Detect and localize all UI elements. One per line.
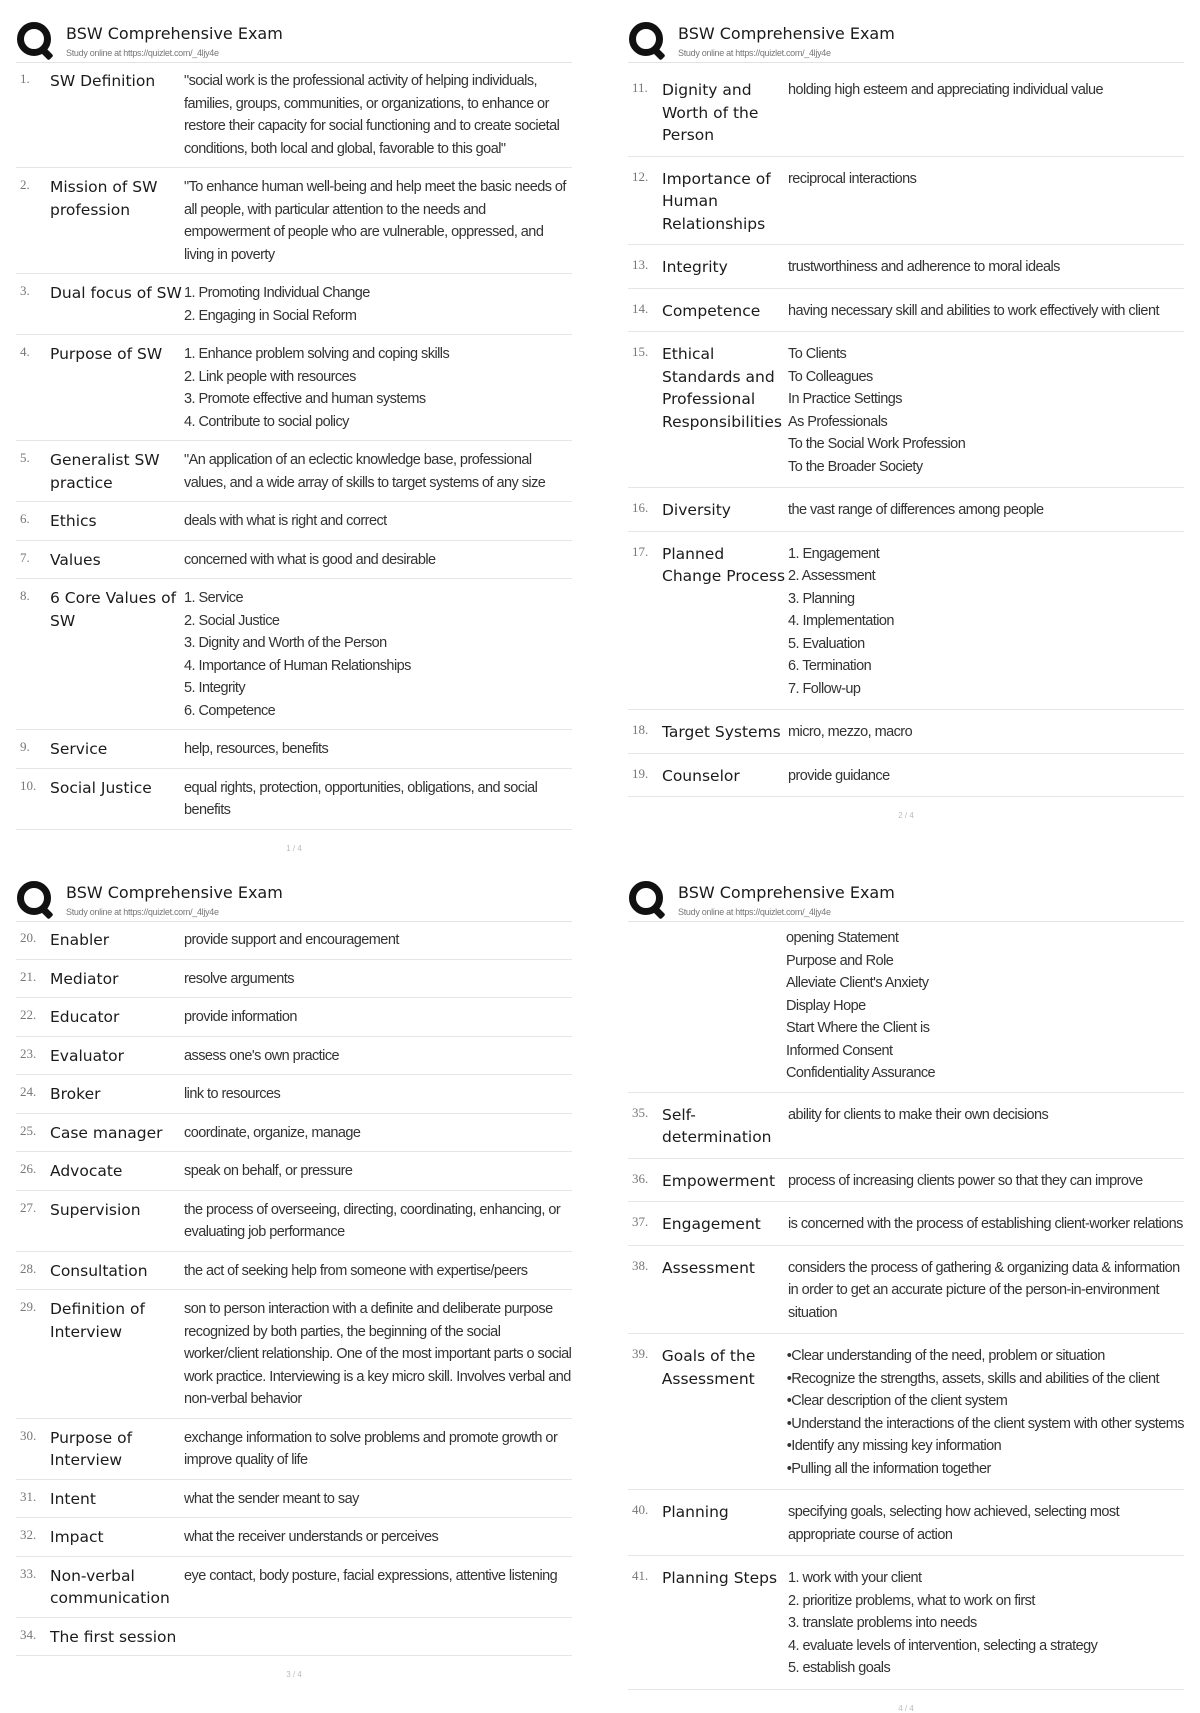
definition-text: what the sender meant to say — [184, 1490, 359, 1507]
quizlet-logo-icon — [17, 22, 51, 56]
header-divider — [628, 921, 1184, 922]
page-title: BSW Comprehensive Exam — [678, 883, 895, 902]
flashcard-row — [16, 921, 572, 960]
card-number: 30. — [20, 1427, 37, 1443]
card-number: 33. — [20, 1565, 37, 1581]
definition-line: •Identify any missing key information — [786, 1438, 1002, 1454]
definition-line: 3. Dignity and Worth of the Person — [184, 635, 387, 651]
definition-line: 1. work with your client — [788, 1570, 922, 1586]
flashcard-row — [16, 1290, 572, 1419]
flashcard-row — [628, 1159, 1184, 1203]
card-term: Impact — [50, 1528, 104, 1546]
flashcard-row — [628, 157, 1184, 246]
card-number: 6. — [20, 511, 30, 526]
card-definition — [787, 1343, 1184, 1480]
page-header — [628, 877, 1184, 921]
card-definition — [184, 1158, 572, 1183]
card-term: Advocate — [50, 1162, 123, 1180]
card-term: SW Definition — [50, 72, 156, 90]
card-term: Enabler — [50, 931, 110, 949]
card-list — [16, 62, 572, 830]
card-number: 2. — [20, 177, 30, 192]
card-number: 13. — [632, 257, 649, 272]
card-term: Planning — [662, 1503, 729, 1521]
flashcard-row — [16, 1191, 572, 1252]
definition-text: exchange information to solve problems and promote growth or improve quality of life — [184, 1429, 558, 1468]
card-term: Generalist SW practice — [50, 451, 160, 492]
card-definition — [788, 497, 1184, 522]
card-definition — [184, 174, 572, 266]
card-number: 27. — [20, 1199, 37, 1215]
definition-line: 2. Engaging in Social Reform — [184, 307, 357, 324]
card-number: 17. — [632, 543, 649, 559]
definition-line: •Pulling all the information together — [786, 1460, 991, 1477]
page-number: 4 / 4 — [898, 1703, 914, 1713]
card-definition — [788, 1168, 1184, 1193]
card-definition — [788, 166, 1184, 236]
card-term: Mediator — [50, 969, 119, 988]
card-number: 31. — [20, 1488, 37, 1504]
card-term: Mission of SW profession — [50, 178, 158, 219]
quizlet-logo-icon — [629, 881, 663, 915]
card-number: 26. — [20, 1161, 37, 1176]
definition-text: what the receiver understands or perceives — [184, 1529, 439, 1545]
flashcard-row — [628, 68, 1184, 157]
flashcard-row — [16, 274, 572, 335]
card-number: 12. — [632, 168, 649, 184]
card-number: 28. — [20, 1260, 37, 1276]
card-term: Engagement — [662, 1215, 761, 1233]
definition-text: is concerned with the process of establishing client-worker relations — [788, 1216, 1183, 1232]
card-number: 10. — [20, 777, 37, 793]
flashcard-row — [16, 1252, 572, 1291]
definition-text: speak on behalf, or pressure — [184, 1163, 353, 1179]
definition-line: •Recognize the strengths, assets, skills and abilities of the client — [786, 1370, 1160, 1387]
header-divider — [16, 62, 572, 63]
page-header — [628, 18, 1184, 62]
card-definition — [184, 966, 572, 991]
card-term: Supervision — [50, 1200, 141, 1219]
definition-line: 6. Termination — [788, 658, 872, 674]
page-number: 1 / 4 — [286, 843, 302, 853]
page-subtitle: Study online at https://quizlet.com/_4ljy4e — [678, 907, 831, 917]
definition-line: As Professionals — [788, 413, 888, 430]
card-definition — [184, 775, 572, 822]
definition-text: "social work is the professional activity of helping individuals, families, groups, communities, or organizations, to enhance or restore their capacity for social functioning and to create societal conditions, both local and global, favorable to this goal" — [184, 73, 560, 157]
header-divider — [628, 62, 1184, 63]
card-definition — [184, 508, 572, 533]
definition-line: 2. Link people with resources — [184, 368, 356, 385]
card-number: 25. — [20, 1122, 37, 1138]
definition-line: 4. Implementation — [788, 613, 894, 629]
card-definition — [184, 1563, 572, 1610]
flashcard-page-1 — [16, 18, 572, 853]
definition-line: 5. Evaluation — [788, 635, 865, 652]
flashcard-row — [16, 998, 572, 1037]
flashcard-row — [16, 1419, 572, 1480]
flashcard-page-4 — [628, 877, 1184, 1713]
card-list — [16, 921, 572, 1656]
definition-line: 1. Service — [184, 590, 243, 606]
definition-text: the act of seeking help from someone with expertise/peers — [184, 1262, 528, 1279]
card-term: Purpose of SW — [50, 345, 163, 363]
definition-line: 5. establish goals — [788, 1660, 891, 1676]
flashcard-row — [628, 1490, 1184, 1556]
card-term: Purpose of Interview — [50, 1428, 133, 1469]
card-definition — [788, 1211, 1184, 1236]
definition-line: To Colleagues — [788, 368, 873, 385]
definition-text: considers the process of gathering & organizing data & information in order to get an accurate picture of the person-in-environment situation — [788, 1259, 1180, 1321]
flashcard-row — [628, 1093, 1184, 1159]
card-term: Importance of Human Relationships — [662, 169, 771, 233]
definition-text: eye contact, body posture, facial expressions, attentive listening — [184, 1567, 558, 1584]
flashcard-row — [16, 730, 572, 769]
definition-text: the process of overseeing, directing, coordinating, enhancing, or evaluating job performance — [184, 1201, 561, 1240]
flashcard-row — [628, 532, 1184, 711]
card-number: 1. — [20, 71, 30, 86]
card-term: Diversity — [662, 501, 731, 519]
flashcard-row — [628, 488, 1184, 532]
definition-line: Purpose and Role — [786, 952, 894, 969]
flashcard-row — [628, 245, 1184, 289]
definition-text: "To enhance human well-being and help meet the basic needs of all people, with particular attention to the needs and empowerment of people who are vulnerable, oppressed, and living in poverty — [184, 179, 566, 263]
card-continuation — [628, 921, 1184, 1093]
definition-line: 1. Enhance problem solving and coping skills — [184, 346, 450, 362]
card-number: 40. — [632, 1502, 649, 1517]
definition-line: Display Hope — [786, 997, 866, 1014]
card-number: 41. — [632, 1568, 649, 1583]
page-title: BSW Comprehensive Exam — [66, 883, 283, 902]
definition-text: equal rights, protection, opportunities, obligations, and social benefits — [184, 779, 538, 818]
header-divider — [16, 921, 572, 922]
card-number: 20. — [20, 930, 37, 945]
card-term: Ethics — [50, 512, 97, 530]
definition-text: reciprocal interactions — [788, 170, 917, 187]
card-number: 35. — [632, 1104, 649, 1120]
page-subtitle: Study online at https://quizlet.com/_4ljy4e — [66, 48, 219, 58]
definition-text: coordinate, organize, manage — [184, 1124, 361, 1141]
card-definition — [184, 447, 572, 494]
card-definition — [184, 1043, 572, 1068]
definition-line: 1. Engagement — [788, 545, 880, 562]
card-number: 21. — [20, 968, 37, 984]
card-number: 29. — [20, 1299, 37, 1314]
definition-line: 3. Promote effective and human systems — [184, 391, 426, 407]
definition-line: Alleviate Client's Anxiety — [786, 975, 929, 991]
card-number: 5. — [20, 450, 30, 465]
flashcard-page-2 — [628, 18, 1184, 820]
card-definition — [788, 763, 1184, 788]
page-number: 2 / 4 — [898, 811, 914, 820]
card-definition — [184, 1624, 572, 1649]
card-number: 9. — [20, 739, 30, 754]
definition-line: •Clear description of the client system — [786, 1393, 1008, 1409]
definition-line: 2. Social Justice — [184, 612, 280, 629]
definition-text: ability for clients to make their own decisions — [788, 1106, 1049, 1123]
card-number: 14. — [632, 300, 649, 316]
card-definition — [788, 1102, 1184, 1149]
card-term: Service — [50, 740, 108, 758]
card-number: 34. — [20, 1626, 37, 1642]
definition-line: 4. Contribute to social policy — [184, 413, 349, 430]
definition-line: 3. Planning — [788, 590, 855, 607]
flashcard-row — [16, 62, 572, 168]
page-subtitle: Study online at https://quizlet.com/_4ljy4e — [678, 48, 831, 58]
card-number: 4. — [20, 344, 30, 359]
card-term: Evaluator — [50, 1046, 125, 1065]
card-number: 19. — [632, 765, 649, 781]
card-definition — [184, 1486, 572, 1511]
card-term: Planning Steps — [662, 1569, 778, 1587]
card-number: 8. — [20, 588, 30, 603]
card-term: Consultation — [50, 1261, 148, 1280]
flashcard-row — [628, 1246, 1184, 1335]
definition-line: •Understand the interactions of the client system with other systems — [786, 1415, 1184, 1432]
definition-line: 6. Competence — [184, 702, 276, 719]
definition-text: provide information — [184, 1009, 297, 1025]
flashcard-row — [16, 168, 572, 274]
flashcard-page-3 — [16, 877, 572, 1679]
card-term: Planned Change Process — [662, 544, 786, 585]
definition-text: having necessary skill and abilities to work effectively with client — [788, 302, 1159, 319]
card-definition — [788, 254, 1184, 279]
page-title: BSW Comprehensive Exam — [66, 24, 283, 43]
definition-line: Confidentiality Assurance — [786, 1065, 936, 1081]
flashcard-row — [16, 335, 572, 441]
card-list — [628, 68, 1184, 797]
card-term: Empowerment — [662, 1171, 776, 1190]
card-definition — [184, 1425, 572, 1472]
flashcard-row — [628, 332, 1184, 488]
page-subtitle: Study online at https://quizlet.com/_4ljy4e — [66, 907, 219, 917]
card-definition — [184, 585, 572, 722]
card-number: 16. — [632, 500, 649, 515]
definition-text: trustworthiness and adherence to moral ideals — [788, 259, 1060, 275]
card-number: 7. — [20, 549, 30, 565]
card-definition — [788, 341, 1184, 478]
definition-line: 1. Promoting Individual Change — [184, 285, 370, 301]
definition-line: 2. Assessment — [788, 568, 876, 584]
flashcard-row — [628, 754, 1184, 798]
definition-text: deals with what is right and correct — [184, 513, 387, 529]
definition-line: In Practice Settings — [788, 391, 902, 407]
card-term: Target Systems — [662, 723, 781, 741]
flashcard-row — [16, 1518, 572, 1557]
card-term: Goals of the Assessment — [661, 1347, 756, 1388]
card-term: Case manager — [50, 1123, 163, 1142]
definition-text: the vast range of differences among people — [788, 502, 1044, 518]
card-definition — [184, 927, 572, 952]
card-number: 11. — [632, 80, 648, 95]
flashcard-row — [628, 710, 1184, 754]
card-definition — [788, 1565, 1184, 1680]
card-term: The first session — [50, 1627, 177, 1646]
definition-line: 4. evaluate levels of intervention, selecting a strategy — [788, 1637, 1098, 1654]
card-definition — [184, 341, 572, 433]
card-term: Ethical Standards and Professional Responsibilities — [662, 345, 782, 431]
definition-line: To Clients — [788, 346, 847, 362]
card-definition — [788, 1499, 1184, 1546]
definition-line: 2. prioritize problems, what to work on first — [788, 1592, 1035, 1609]
definition-line: Informed Consent — [786, 1042, 893, 1059]
page-header — [16, 877, 572, 921]
definition-text: provide guidance — [788, 767, 890, 784]
flashcard-row — [628, 1556, 1184, 1690]
definition-text: concerned with what is good and desirable — [184, 551, 436, 568]
card-definition — [788, 77, 1184, 147]
card-definition — [184, 547, 572, 572]
page-header — [16, 18, 572, 62]
card-definition — [788, 719, 1184, 744]
definition-text: resolve arguments — [184, 970, 294, 987]
card-definition — [184, 1197, 572, 1244]
flashcard-row — [16, 769, 572, 830]
definition-line: To the Broader Society — [788, 458, 923, 475]
card-term: Broker — [50, 1085, 101, 1103]
card-term: Non-verbal communication — [50, 1566, 170, 1607]
definition-text: assess one's own practice — [184, 1047, 340, 1064]
flashcard-row — [16, 1152, 572, 1191]
definition-line: 3. translate problems into needs — [788, 1615, 977, 1631]
card-number: 22. — [20, 1007, 37, 1022]
flashcard-row — [16, 1037, 572, 1076]
card-term: Social Justice — [50, 778, 152, 797]
card-definition — [788, 1255, 1184, 1325]
card-definition — [184, 1258, 572, 1283]
definition-line: •Clear understanding of the need, problem or situation — [786, 1348, 1105, 1364]
card-definition — [184, 1081, 572, 1106]
definition-text: help, resources, benefits — [184, 741, 329, 757]
definition-text: holding high esteem and appreciating individual value — [788, 82, 1104, 98]
card-term: Intent — [50, 1489, 96, 1508]
definition-text: "An application of an eclectic knowledge base, professional values, and a wide array of skills to target systems of any size — [184, 452, 546, 491]
flashcard-row — [628, 289, 1184, 333]
card-number: 32. — [20, 1527, 37, 1542]
card-term: Assessment — [662, 1258, 755, 1277]
quizlet-logo-icon — [17, 881, 51, 915]
card-term: Dual focus of SW — [50, 284, 182, 302]
definition-text: specifying goals, selecting how achieved, selecting most appropriate course of action — [788, 1504, 1120, 1543]
card-number: 15. — [632, 344, 649, 359]
card-number: 37. — [632, 1214, 649, 1229]
definition-text: link to resources — [184, 1086, 281, 1102]
card-term: Self-determination — [662, 1105, 772, 1146]
flashcard-row — [16, 541, 572, 580]
definition-text: provide support and encouragement — [184, 932, 399, 948]
card-number: 3. — [20, 283, 30, 298]
card-list — [628, 1093, 1184, 1690]
quizlet-logo-icon — [629, 22, 663, 56]
card-term: 6 Core Values of SW — [50, 589, 177, 630]
card-term: Competence — [662, 301, 761, 320]
card-number: 24. — [20, 1084, 37, 1099]
card-definition — [184, 68, 572, 160]
card-definition — [184, 736, 572, 761]
definition-text: son to person interaction with a definite and deliberate purpose recognized by both parties, the beginning of the social worker/client relationship. One of the most important parts o social work practice. Interviewing is a key micro skill. Involves verbal and non-verbal behavior — [184, 1301, 572, 1407]
card-definition — [184, 1524, 572, 1549]
card-number: 36. — [632, 1170, 649, 1186]
flashcard-row — [628, 1334, 1184, 1490]
card-number: 38. — [632, 1257, 649, 1273]
card-term: Dignity and Worth of the Person — [662, 81, 759, 144]
definition-line: Start Where the Client is — [786, 1020, 930, 1036]
card-term: Integrity — [662, 258, 728, 276]
flashcard-row — [16, 1075, 572, 1114]
card-definition — [788, 298, 1184, 323]
flashcard-row — [16, 1557, 572, 1618]
card-definition — [184, 280, 572, 327]
page-title: BSW Comprehensive Exam — [678, 24, 895, 43]
card-term: Values — [50, 550, 101, 569]
flashcard-row — [16, 502, 572, 541]
definition-line: To the Social Work Profession — [788, 436, 966, 452]
flashcard-row — [628, 1202, 1184, 1246]
flashcard-row — [16, 1480, 572, 1519]
card-number: 23. — [20, 1045, 37, 1061]
flashcard-row — [16, 441, 572, 502]
card-number: 18. — [632, 722, 649, 737]
card-definition — [184, 1296, 572, 1411]
flashcard-row — [16, 1114, 572, 1153]
flashcard-row — [16, 579, 572, 730]
card-number: 39. — [632, 1346, 649, 1361]
card-term: Counselor — [662, 766, 740, 785]
definition-line: 4. Importance of Human Relationships — [184, 657, 411, 674]
flashcard-row — [16, 1618, 572, 1657]
page-number: 3 / 4 — [286, 1670, 302, 1679]
flashcard-row — [16, 960, 572, 999]
definition-text: micro, mezzo, macro — [788, 724, 913, 740]
definition-line: opening Statement — [786, 930, 899, 946]
card-definition — [788, 541, 1184, 701]
card-definition — [184, 1004, 572, 1029]
definition-text: process of increasing clients power so that they can improve — [788, 1172, 1143, 1189]
card-definition — [184, 1120, 572, 1145]
definition-line: 7. Follow-up — [788, 680, 861, 697]
card-term: Definition of Interview — [50, 1300, 145, 1341]
card-term: Educator — [50, 1008, 120, 1026]
definition-line: 5. Integrity — [184, 680, 246, 696]
